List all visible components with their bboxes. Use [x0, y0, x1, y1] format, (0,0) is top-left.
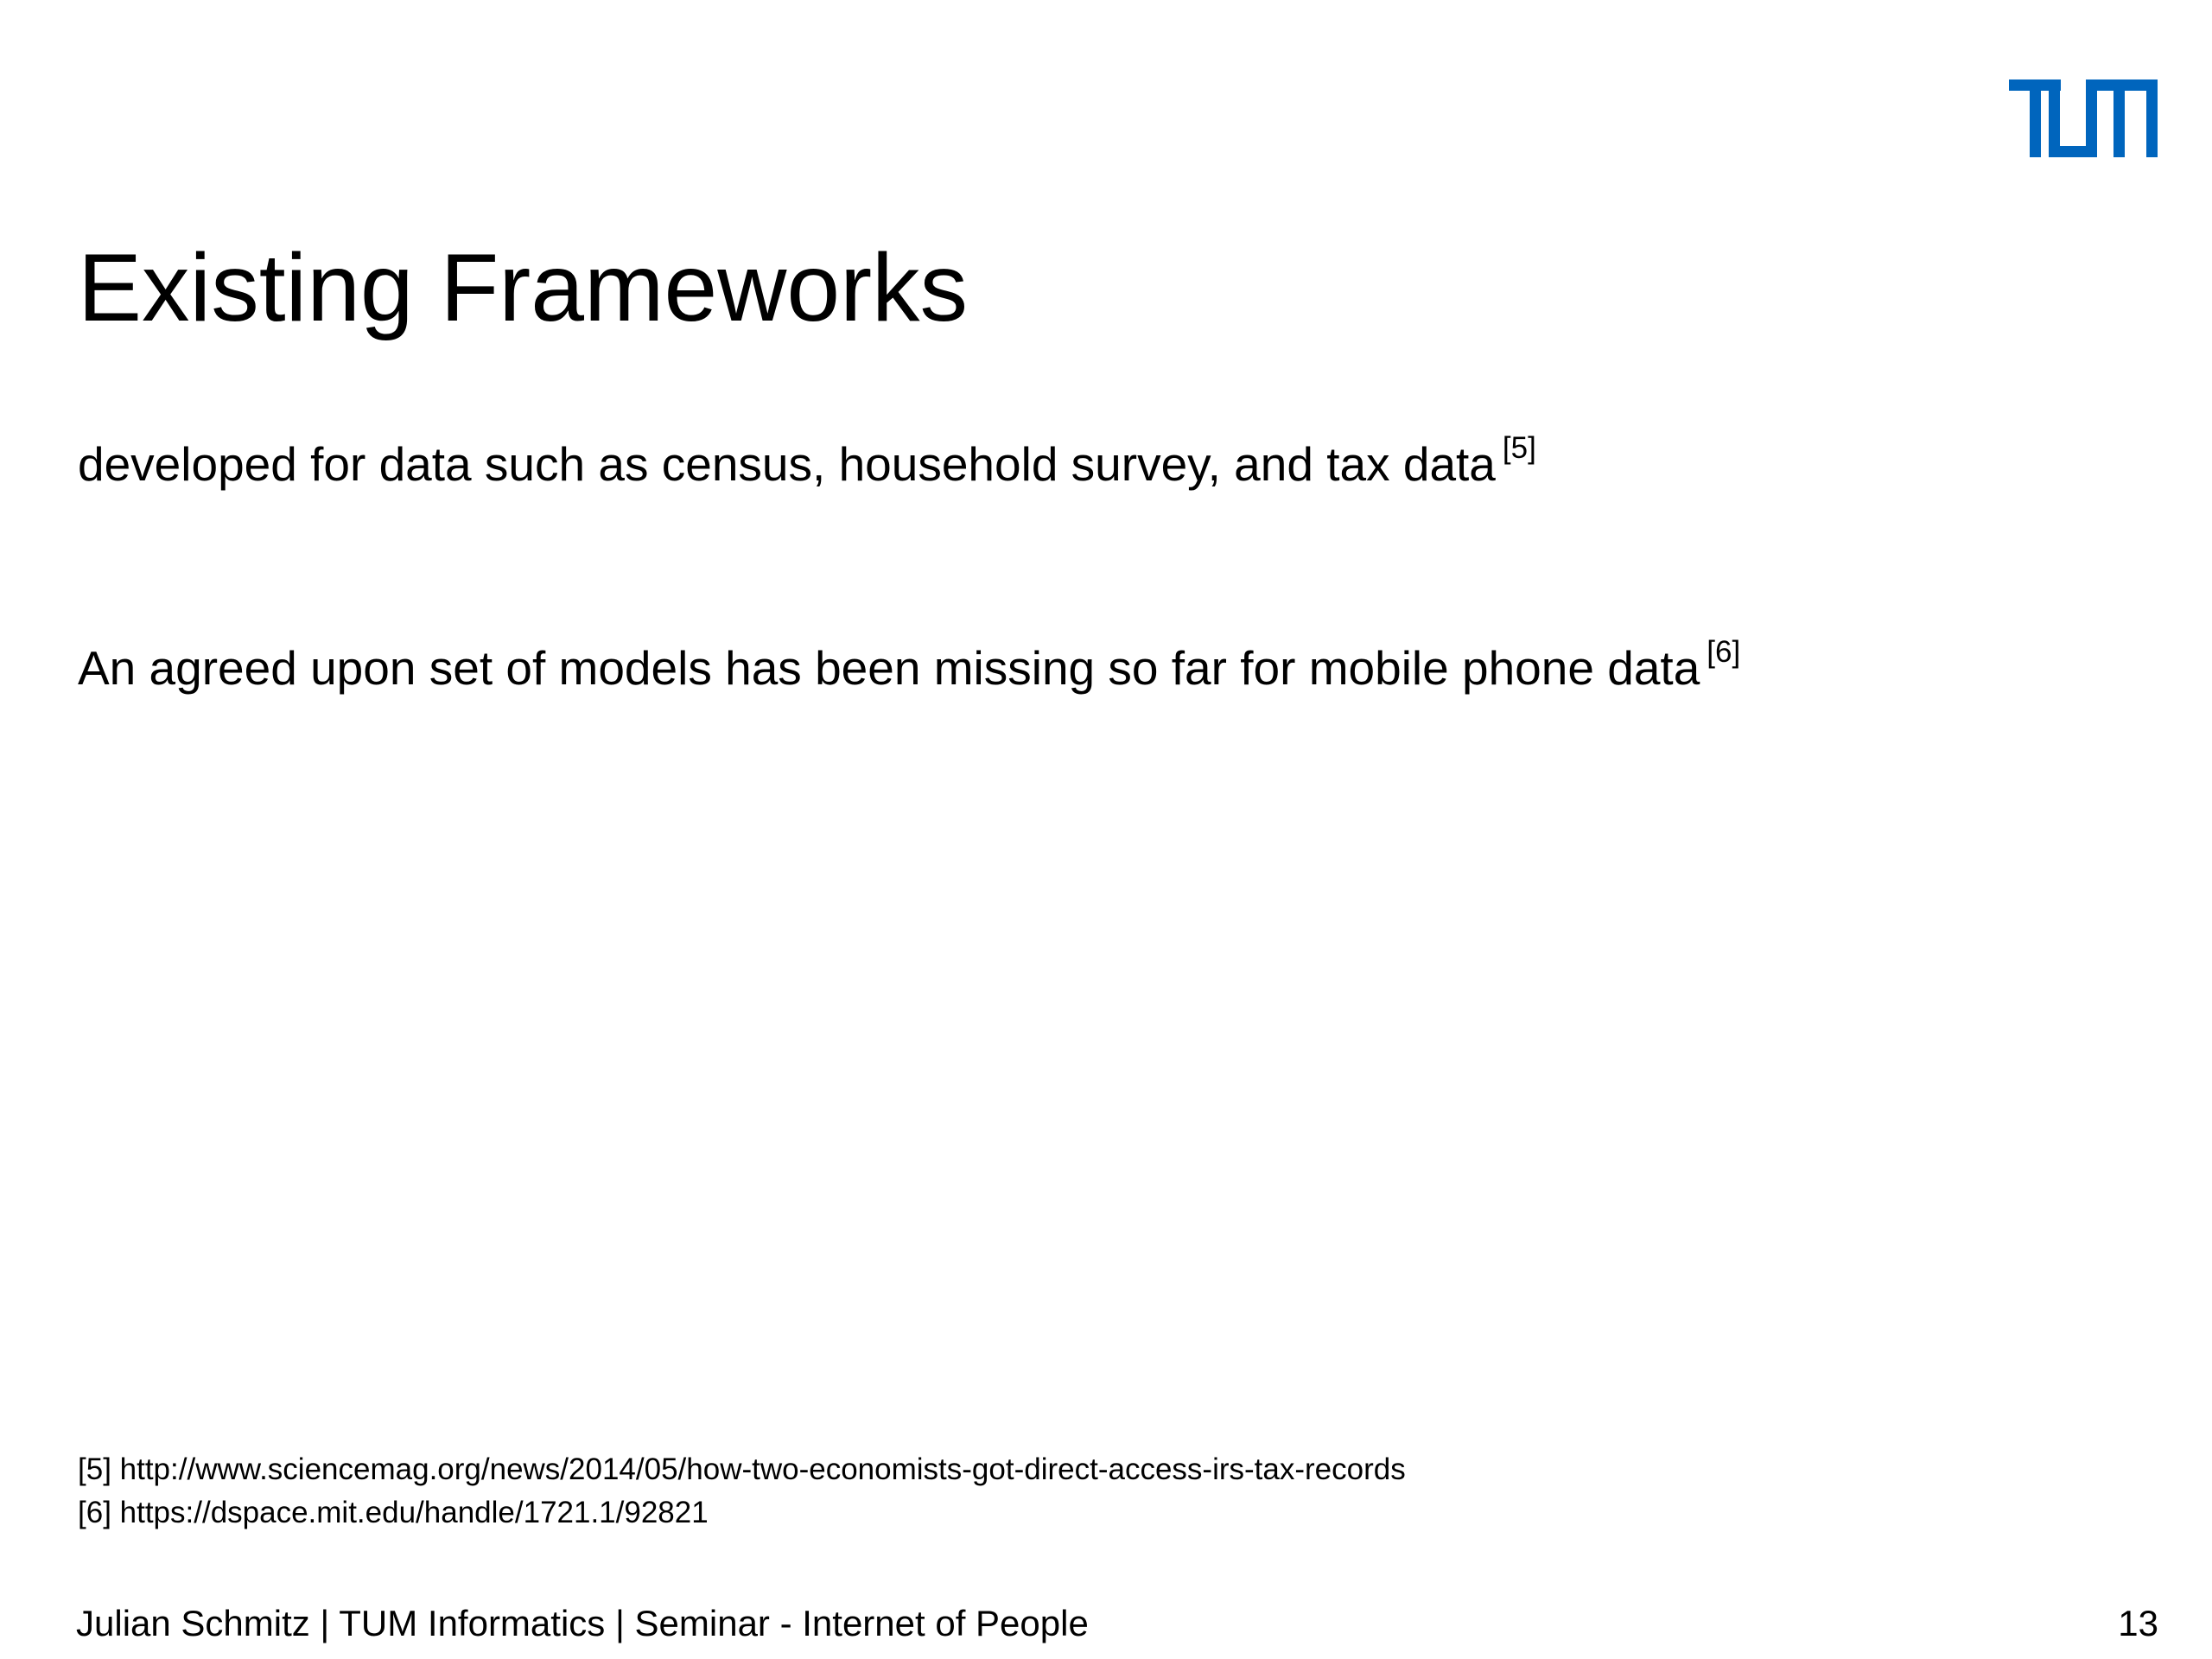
tum-logo-icon	[2009, 79, 2158, 157]
citation-marker: [5]	[1502, 431, 1536, 465]
reference-item: [6] https://dspace.mit.edu/handle/1721.1/92821	[78, 1496, 709, 1529]
bullet-text: An agreed upon set of models has been missing so far for mobile phone data	[78, 641, 1700, 695]
bullet-text: developed for data such as census, household survey, and tax data	[78, 437, 1496, 491]
references-list	[78, 1448, 1406, 1535]
slide-title: Existing Frameworks	[78, 234, 969, 341]
reference-item: [5] http://www.sciencemag.org/news/2014/05/how-two-economists-got-direct-access-irs-tax-records	[78, 1452, 1406, 1486]
citation-marker: [6]	[1707, 635, 1741, 669]
bullet-item	[78, 431, 1536, 494]
footer-text: Julian Schmitz | TUM Informatics | Seminar - Internet of People	[76, 1603, 1089, 1643]
bullet-item	[78, 635, 1741, 698]
page-number: 13	[2118, 1603, 2158, 1643]
